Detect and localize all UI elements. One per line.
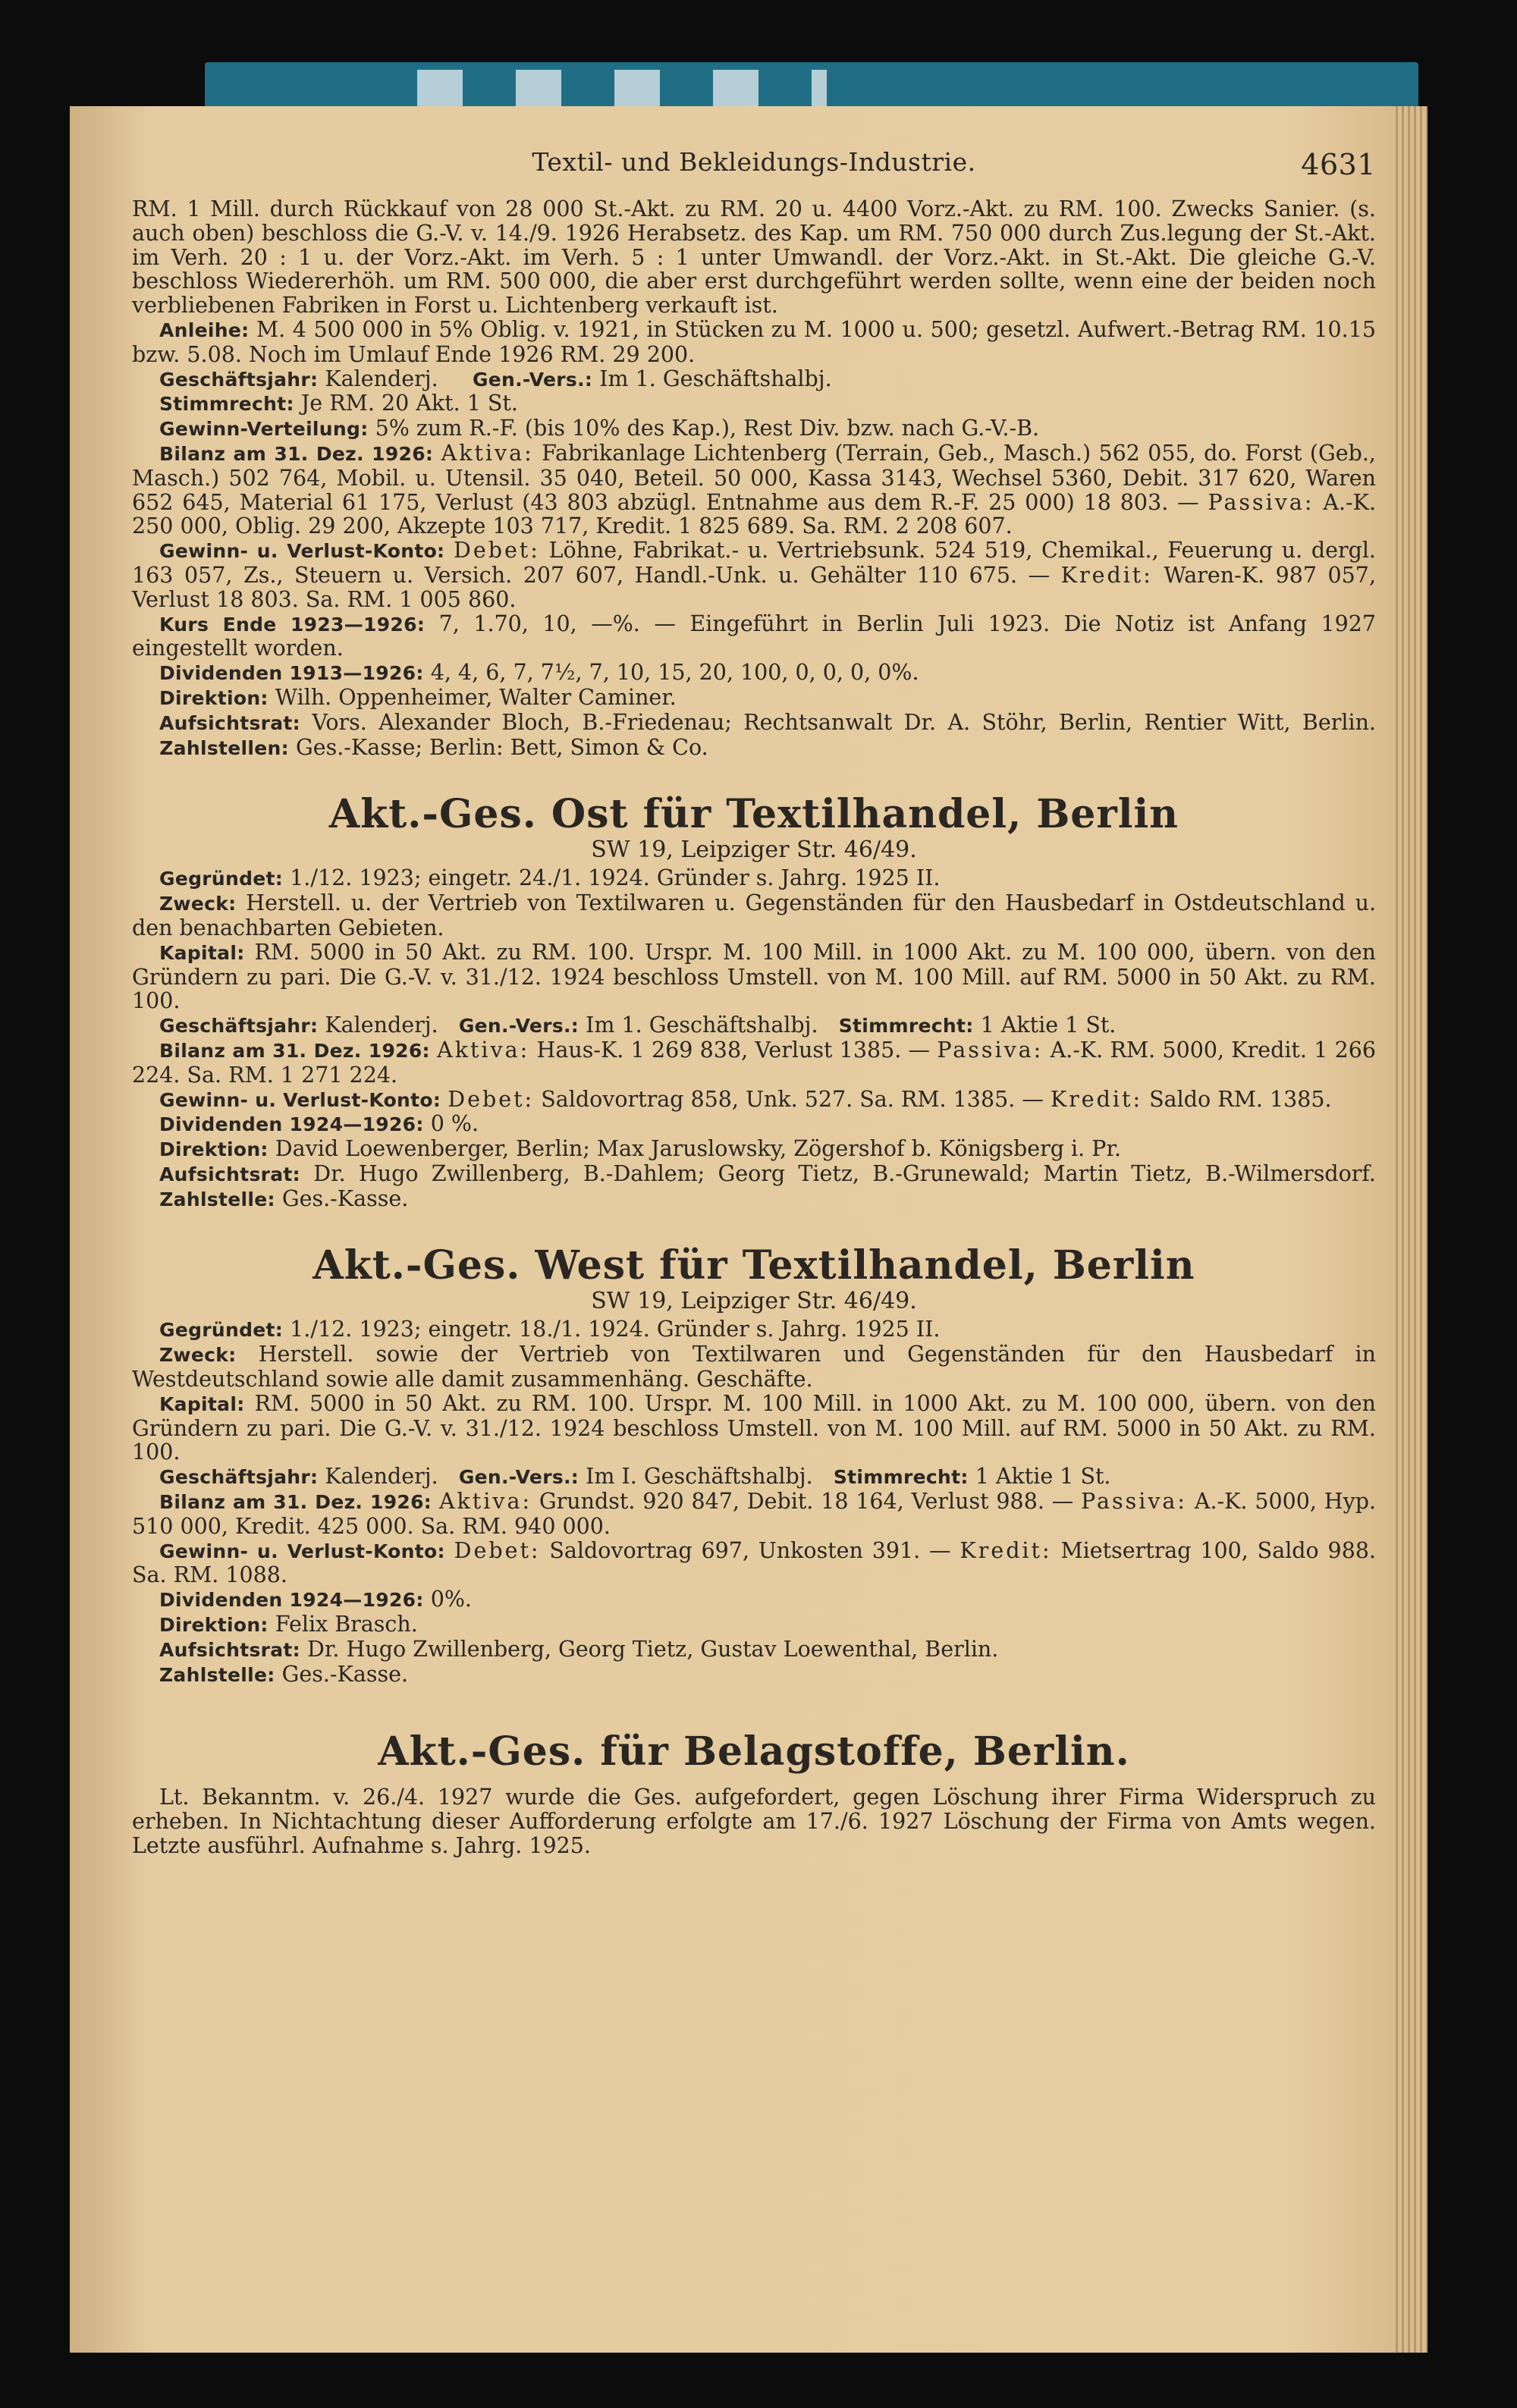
ost-zweck: Zweck: Herstell. u. der Vertrieb von Textilwaren u. Gegenständen für den Hausbedarf in Ostdeutschland u. den benachbarten Gebieten.	[132, 890, 1376, 940]
intro-geschaeftsjahr: Geschäftsjahr: Kalenderj. Gen.-Vers.: Im 1. Geschäftshalbj.	[159, 366, 832, 391]
ost-gegruendet: Gegründet: 1./12. 1923; eingetr. 24./1. 1924. Gründer s. Jahrg. 1925 II.	[159, 865, 941, 891]
west-geschaeftsjahr: Geschäftsjahr: Kalenderj. Gen.-Vers.: Im I. Geschäftshalbj. Stimmrecht: 1 Aktie 1 St.	[159, 1464, 1111, 1490]
west-company-title: Akt.-Ges. West für Textilhandel, Berlin	[313, 1242, 1195, 1289]
intro-anleihe: Anleihe: M. 4 500 000 in 5% Oblig. v. 1921, in Stücken zu M. 1000 u. 500; gesetzl. Aufwert.-Betrag RM. 10.15 bzw. 5.08. Noch im Umlauf Ende 1926 RM. 29 200.	[132, 316, 1376, 367]
west-address: SW 19, Leipziger Str. 46/49.	[591, 1288, 917, 1315]
intro-guv: Gewinn- u. Verlust-Konto: Debet: Löhne, Fabrikat.- u. Vertriebsunk. 524 519, Chemikal., Feuerung u. dergl. 163 057, Zs., Steuern u. Versich. 207 607, Handl.-Unk. u. Gehälter 110 675. — Kredit: Waren-K. 987 057, Verlust 18 803. Sa. RM. 1 005 860.	[132, 538, 1376, 612]
west-kapital: Kapital: RM. 5000 in 50 Akt. zu RM. 100. Urspr. M. 100 Mill. in 1000 Akt. zu M. 100 000, übern. von den Gründern zu pari. Die G.-V. v. 31./12. 1924 beschloss Umstell. von M. 100 Mill. auf RM. 5000 in 50 Akt. zu RM. 100.	[132, 1390, 1376, 1465]
intro-dividenden: Dividenden 1913—1926: 4, 4, 6, 7, 7½, 7, 10, 15, 20, 100, 0, 0, 0, 0%.	[159, 660, 919, 686]
intro-gewinnverteilung: Gewinn-Verteilung: 5% zum R.-F. (bis 10% des Kap.), Rest Div. bzw. nach G.-V.-B.	[159, 416, 1040, 441]
intro-direktion: Direktion: Wilh. Oppenheimer, Walter Caminer.	[159, 684, 677, 710]
belag-text: Lt. Bekanntm. v. 26./4. 1927 wurde die Ges. aufgefordert, gegen Löschung ihrer Firma Widerspruch zu erheben. In Nichtachtung dieser Aufforderung erfolgte am 17./6. 1927 Löschung der Firma von Amts wegen. Letzte ausführl. Aufnahme s. Jahrg. 1925.	[132, 1785, 1376, 1859]
west-bilanz: Bilanz am 31. Dez. 1926: Aktiva: Grundst. 920 847, Debit. 18 164, Verlust 988. — Passiva: A.-K. 5000, Hyp. 510 000, Kredit. 425 000. Sa. RM. 940 000.	[132, 1489, 1377, 1539]
book-page	[70, 106, 1427, 2353]
west-direktion: Direktion: Felix Brasch.	[159, 1612, 418, 1637]
west-zahlstelle: Zahlstelle: Ges.-Kasse.	[159, 1661, 409, 1687]
page-content	[132, 147, 1377, 1859]
west-zweck: Zweck: Herstell. sowie der Vertrieb von Textilwaren und Gegenständen für den Hausbedarf in Westdeutschland sowie alle damit zusammenhäng. Geschäfte.	[132, 1342, 1376, 1392]
ost-guv: Gewinn- u. Verlust-Konto: Debet: Saldovortrag 858, Unk. 527. Sa. RM. 1385. — Kredit: Saldo RM. 1385.	[159, 1086, 1332, 1112]
belag-company-title: Akt.-Ges. für Belagstoffe, Berlin.	[378, 1728, 1130, 1775]
west-aufsichtsrat: Aufsichtsrat: Dr. Hugo Zwillenberg, Georg Tietz, Gustav Loewenthal, Berlin.	[159, 1636, 999, 1662]
ost-kapital: Kapital: RM. 5000 in 50 Akt. zu RM. 100. Urspr. M. 100 Mill. in 1000 Akt. zu M. 100 000, übern. von den Gründern zu pari. Die G.-V. v. 31./12. 1924 beschloss Umstell. von M. 100 Mill. auf RM. 5000 in 50 Akt. zu RM. 100.	[132, 939, 1376, 1014]
ost-company-title: Akt.-Ges. Ost für Textilhandel, Berlin	[328, 791, 1179, 838]
ost-bilanz: Bilanz am 31. Dez. 1926: Aktiva: Haus-K. 1 269 838, Verlust 1385. — Passiva: A.-K. RM. 5000, Kredit. 1 266 224. Sa. RM. 1 271 224.	[132, 1037, 1377, 1088]
west-dividenden: Dividenden 1924—1926: 0%.	[159, 1587, 472, 1612]
running-header	[132, 147, 1376, 197]
intro-aufsichtsrat: Aufsichtsrat: Vors. Alexander Bloch, B.-Friedenau; Rechtsanwalt Dr. A. Stöhr, Berlin, Rentier Witt, Berlin. Zahlstellen: Ges.-Kasse; Berlin: Bett, Simon & Co.	[159, 709, 1376, 760]
ost-geschaeftsjahr: Geschäftsjahr: Kalenderj. Gen.-Vers.: Im 1. Geschäftshalbj. Stimmrecht: 1 Aktie 1 St.	[159, 1012, 1117, 1038]
intro-stimmrecht: Stimmrecht: Je RM. 20 Akt. 1 St.	[159, 391, 518, 416]
header-title: Textil- und Bekleidungs-Industrie.	[532, 147, 976, 177]
ost-aufsichtsrat: Aufsichtsrat: Dr. Hugo Zwillenberg, B.-Dahlem; Georg Tietz, B.-Grunewald; Martin Tietz, B.-Wilmersdorf. Zahlstelle: Ges.-Kasse.	[159, 1160, 1376, 1211]
ost-address: SW 19, Leipziger Str. 46/49.	[591, 837, 917, 864]
west-gegruendet: Gegründet: 1./12. 1923; eingetr. 18./1. 1924. Gründer s. Jahrg. 1925 II.	[159, 1317, 941, 1342]
intro-bilanz: Bilanz am 31. Dez. 1926: Aktiva: Fabrikanlage Lichtenberg (Terrain, Geb., Masch.) 562 055, do. Forst (Geb., Masch.) 502 764, Mobil. u. Utensil. 35 040, Beteil. 50 000, Kassa 3143, Wechsel 5360, Debit. 317 620, Waren 652 645, Material 61 175, Verlust (43 803 abzügl. Entnahme aus dem R.-F. 25 000) 18 803. — Passiva: A.-K. 250 000, Oblig. 29 200, Akzepte 103 717, Kredit. 1 825 689. Sa. RM. 2 208 607.	[132, 440, 1377, 539]
tab-print	[417, 70, 827, 108]
intro-capital-text: RM. 1 Mill. durch Rückkauf von 28 000 St.-Akt. zu RM. 20 u. 4400 Vorz.-Akt. zu RM. 100. Zwecks Sanier. (s. auch oben) beschloss die G.-V. v. 14./9. 1926 Herabsetz. des Kap. um RM. 750 000 durch Zus.legung der St.-Akt. im Verh. 20 : 1 u. der Vorz.-Akt. im Verh. 5 : 1 unter Umwandl. der Vorz.-Akt. in St.-Akt. Die gleiche G.-V. beschloss Wiedererhöh. um RM. 500 000, die aber erst durchgeführt werden sollte, wenn eine der beiden noch verbliebenen Fabriken in Forst u. Lichtenberg verkauft ist.	[132, 196, 1376, 319]
ost-direktion: Direktion: David Loewenberger, Berlin; Max Jaruslowsky, Zögershof b. Königsberg i. Pr.	[159, 1136, 1122, 1162]
ost-dividenden: Dividenden 1924—1926: 0 %.	[159, 1111, 479, 1137]
intro-kurs: Kurs Ende 1923—1926: 7, 1.70, 10, —%. — Eingeführt in Berlin Juli 1923. Die Notiz ist Anfang 1927 eingestellt worden.	[132, 611, 1377, 661]
page-number: 4631	[1301, 148, 1376, 181]
west-guv: Gewinn- u. Verlust-Konto: Debet: Saldovortrag 697, Unkosten 391. — Kredit: Mietsertrag 100, Saldo 988. Sa. RM. 1088.	[132, 1537, 1377, 1588]
page-edge	[1396, 106, 1427, 2353]
